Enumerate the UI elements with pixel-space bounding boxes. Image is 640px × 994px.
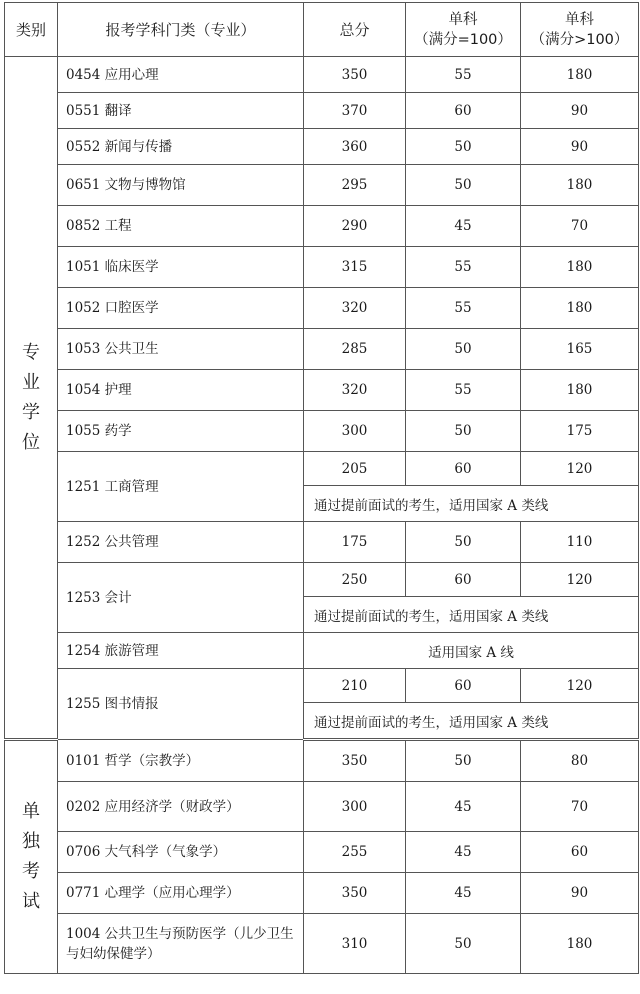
single-100-cell: 50 — [406, 740, 521, 782]
table-row — [5, 93, 639, 129]
single-100-cell: 50 — [406, 914, 521, 974]
total-cell: 290 — [304, 206, 406, 247]
single-over-cell: 60 — [521, 832, 639, 873]
single-over-cell: 180 — [521, 370, 639, 411]
total-cell: 205 — [304, 452, 406, 486]
category-char: 学 — [22, 401, 40, 423]
note-cell: 通过提前面试的考生，适用国家 A 类线 — [304, 597, 639, 633]
table-row — [5, 206, 639, 247]
single-100-cell: 55 — [406, 247, 521, 288]
single-over-cell: 175 — [521, 411, 639, 452]
category-char: 独 — [22, 831, 40, 852]
single-over-cell: 120 — [521, 669, 639, 703]
table-row — [5, 165, 639, 206]
single-100-cell: 50 — [406, 522, 521, 563]
single-over-cell: 180 — [521, 57, 639, 93]
subject-cell: 1251 工商管理 — [58, 452, 304, 522]
single-100-cell: 60 — [406, 669, 521, 703]
merged-score-cell: 适用国家 A 线 — [304, 633, 639, 669]
table-row — [5, 563, 639, 597]
subject-cell: 1254 旅游管理 — [58, 633, 304, 669]
category-char: 单 — [22, 801, 40, 822]
total-cell: 210 — [304, 669, 406, 703]
single-100-cell: 50 — [406, 129, 521, 165]
subject-cell: 1051 临床医学 — [58, 247, 304, 288]
note-cell: 通过提前面试的考生，适用国家 A 类线 — [304, 486, 639, 522]
total-cell: 250 — [304, 563, 406, 597]
single-100-cell: 45 — [406, 782, 521, 832]
total-cell: 320 — [304, 370, 406, 411]
header-category: 类别 — [5, 3, 58, 57]
subject-cell: 0551 翻译 — [58, 93, 304, 129]
header-single-over-100 — [521, 3, 639, 57]
subject-cell: 1253 会计 — [58, 563, 304, 633]
single-100-cell: 45 — [406, 873, 521, 914]
single-100-cell: 55 — [406, 288, 521, 329]
single-over-cell: 180 — [521, 247, 639, 288]
single-100-cell: 55 — [406, 370, 521, 411]
score-table — [4, 2, 639, 974]
single-over-cell: 120 — [521, 452, 639, 486]
subject-cell: 1052 口腔医学 — [58, 288, 304, 329]
table-row — [5, 452, 639, 486]
subject-cell: 0852 工程 — [58, 206, 304, 247]
table-row — [5, 914, 639, 974]
subject-cell: 0771 心理学（应用心理学） — [58, 873, 304, 914]
subject-cell: 0101 哲学（宗教学） — [58, 740, 304, 782]
total-cell: 350 — [304, 57, 406, 93]
table-row — [5, 247, 639, 288]
header-single-over-line1: 单科 — [565, 11, 594, 28]
category-independent-exam — [5, 740, 58, 974]
single-100-cell: 60 — [406, 452, 521, 486]
single-100-cell: 60 — [406, 563, 521, 597]
single-100-cell: 50 — [406, 411, 521, 452]
single-100-cell: 45 — [406, 206, 521, 247]
single-over-cell: 110 — [521, 522, 639, 563]
note-cell: 通过提前面试的考生，适用国家 A 类线 — [304, 703, 639, 740]
single-100-cell: 45 — [406, 832, 521, 873]
total-cell: 350 — [304, 873, 406, 914]
subject-cell: 0454 应用心理 — [58, 57, 304, 93]
table-row — [5, 370, 639, 411]
single-over-cell: 165 — [521, 329, 639, 370]
total-cell: 285 — [304, 329, 406, 370]
single-over-cell: 90 — [521, 129, 639, 165]
header-single-100-line1: 单科 — [448, 11, 478, 28]
category-char: 试 — [22, 891, 40, 912]
category-char: 专 — [22, 341, 40, 363]
total-cell: 295 — [304, 165, 406, 206]
subject-cell: 1054 护理 — [58, 370, 304, 411]
table-row — [5, 633, 639, 669]
single-over-cell: 180 — [521, 288, 639, 329]
header-subject: 报考学科门类（专业） — [58, 3, 304, 57]
total-cell: 300 — [304, 411, 406, 452]
single-100-cell: 50 — [406, 329, 521, 370]
table-row — [5, 740, 639, 782]
category-char: 位 — [22, 431, 40, 453]
header-single-100-line2: （满分=100） — [414, 31, 512, 48]
single-over-cell: 180 — [521, 165, 639, 206]
table-row — [5, 873, 639, 914]
total-cell: 350 — [304, 740, 406, 782]
total-cell: 370 — [304, 93, 406, 129]
single-over-cell: 180 — [521, 914, 639, 974]
header-single-100 — [406, 3, 521, 57]
subject-cell: 1055 药学 — [58, 411, 304, 452]
total-cell: 255 — [304, 832, 406, 873]
table-row — [5, 129, 639, 165]
category-professional-degree — [5, 57, 58, 740]
total-cell: 300 — [304, 782, 406, 832]
table-row — [5, 411, 639, 452]
table-row — [5, 782, 639, 832]
total-cell: 315 — [304, 247, 406, 288]
single-over-cell: 70 — [521, 206, 639, 247]
total-cell: 320 — [304, 288, 406, 329]
single-over-cell: 120 — [521, 563, 639, 597]
subject-cell: 1252 公共管理 — [58, 522, 304, 563]
category-char: 业 — [22, 371, 40, 393]
single-100-cell: 50 — [406, 165, 521, 206]
table-row — [5, 522, 639, 563]
subject-cell: 0552 新闻与传播 — [58, 129, 304, 165]
table-row — [5, 57, 639, 93]
header-single-over-line2: （满分>100） — [530, 31, 629, 48]
subject-cell: 1053 公共卫生 — [58, 329, 304, 370]
table-row — [5, 329, 639, 370]
category-char: 考 — [22, 861, 40, 882]
header-total: 总分 — [304, 3, 406, 57]
total-cell: 360 — [304, 129, 406, 165]
subject-cell: 0706 大气科学（气象学） — [58, 832, 304, 873]
total-cell: 175 — [304, 522, 406, 563]
subject-cell: 0202 应用经济学（财政学） — [58, 782, 304, 832]
single-over-cell: 90 — [521, 93, 639, 129]
single-over-cell: 70 — [521, 782, 639, 832]
table-row — [5, 832, 639, 873]
table-row — [5, 669, 639, 703]
table-row — [5, 288, 639, 329]
subject-cell: 1004 公共卫生与预防医学（儿少卫生与妇幼保健学） — [58, 914, 304, 974]
single-over-cell: 90 — [521, 873, 639, 914]
single-100-cell: 60 — [406, 93, 521, 129]
single-100-cell: 55 — [406, 57, 521, 93]
total-cell: 310 — [304, 914, 406, 974]
subject-cell: 1255 图书情报 — [58, 669, 304, 740]
subject-cell: 0651 文物与博物馆 — [58, 165, 304, 206]
single-over-cell: 80 — [521, 740, 639, 782]
